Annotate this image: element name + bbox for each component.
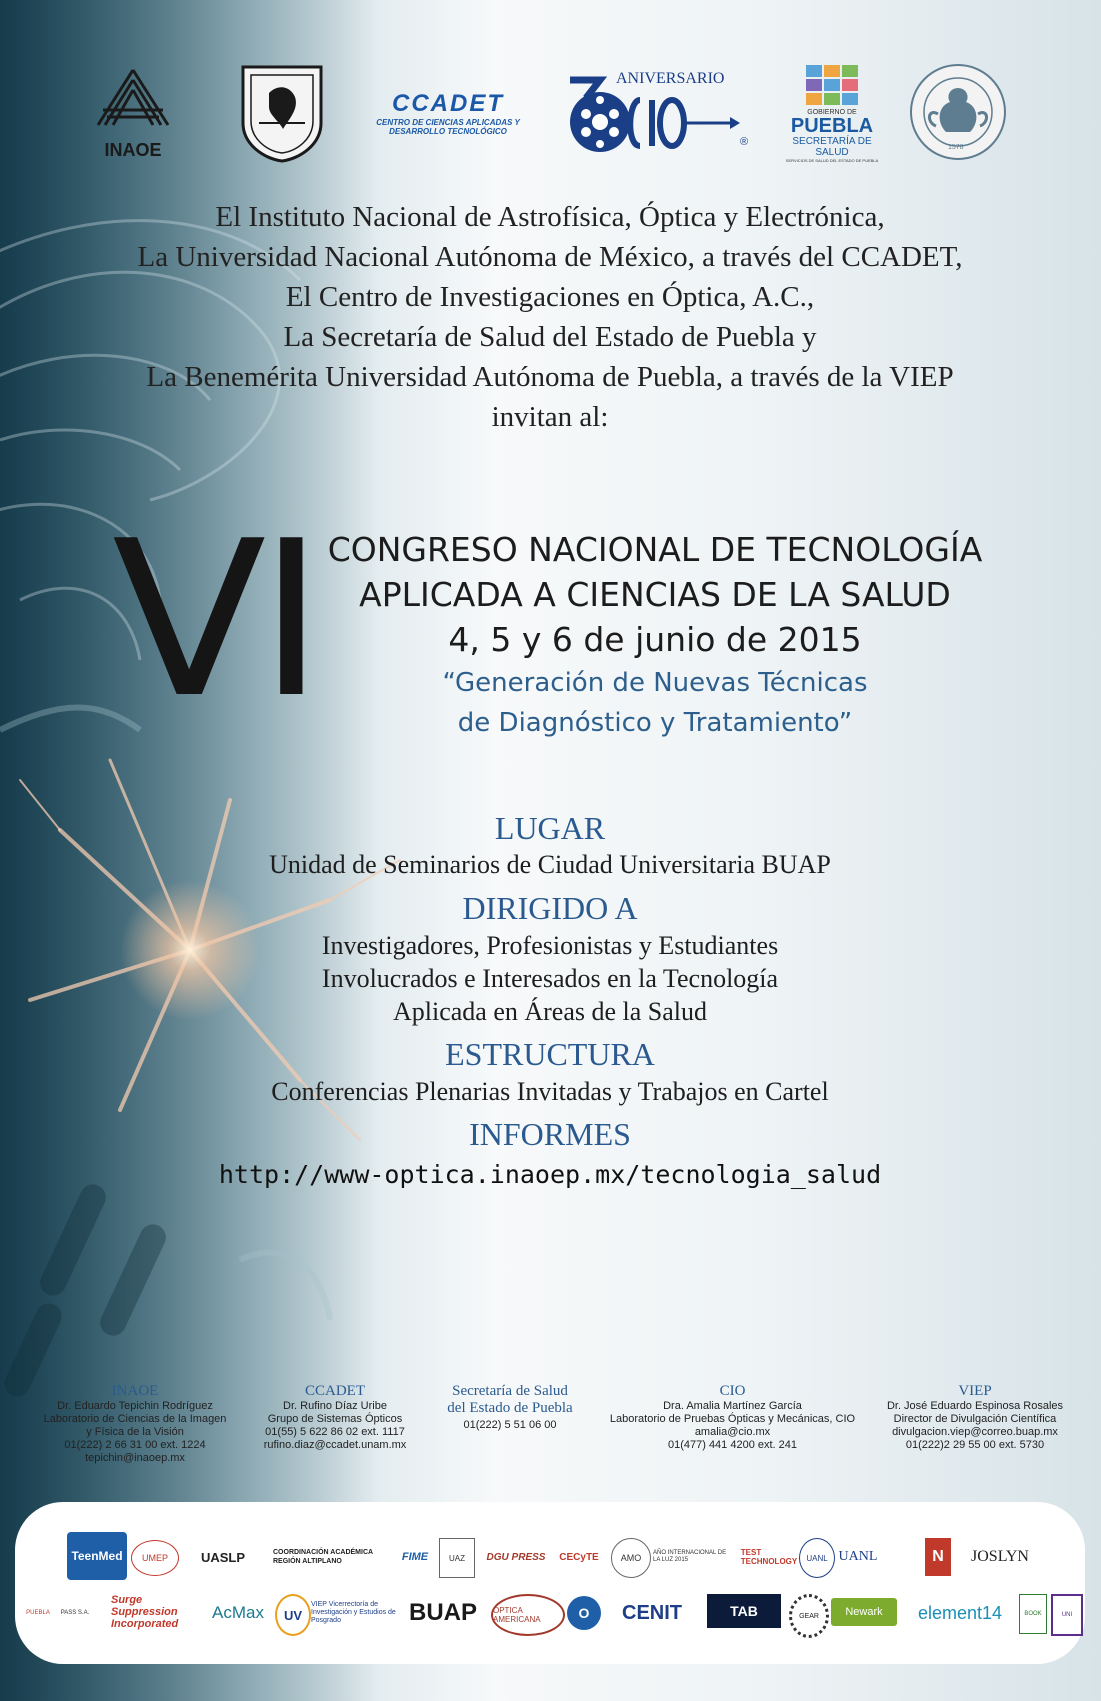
unam-logo bbox=[238, 62, 326, 164]
contact-org: Secretaría de Salud bbox=[452, 1383, 568, 1399]
contact-org: INAOE bbox=[111, 1383, 159, 1399]
sponsor-logo: BUAP bbox=[408, 1599, 477, 1626]
estructura-heading: ESTRUCTURA bbox=[445, 1036, 655, 1072]
contact-line: 01(55) 5 622 86 02 ext. 1117 bbox=[265, 1426, 405, 1438]
congress-dates: 4, 5 y 6 de junio de 2015 bbox=[448, 620, 862, 659]
sponsor-logo: TEST TECHNOLOGY bbox=[740, 1548, 798, 1566]
sponsor-logo: UNI bbox=[1051, 1594, 1083, 1636]
dirigido-text-line1: Investigadores, Profesionistas y Estudiantes bbox=[321, 931, 779, 960]
sponsor-logo: UAZ bbox=[439, 1538, 475, 1578]
invitation-line: invitan al: bbox=[491, 401, 609, 433]
congress-title-line1: CONGRESO NACIONAL DE TECNOLOGÍA bbox=[327, 530, 983, 569]
puebla-salud-logo: GOBIERNO DE PUEBLA SECRETARÍA DE SALUD SERVICIOS DE SALUD DEL ESTADO DE PUEBLA bbox=[782, 60, 882, 166]
sponsor-logo: CECyTE bbox=[559, 1551, 599, 1563]
unam-shield-icon bbox=[239, 63, 325, 163]
contact-line: Dra. Amalia Martínez García bbox=[663, 1400, 802, 1412]
informes-url-link[interactable]: http://www-optica.inaoep.mx/tecnologia_salud bbox=[218, 1160, 882, 1189]
contact-org: CCADET bbox=[305, 1383, 365, 1399]
invitation-line: La Universidad Nacional Autónoma de México, a través del CCADET, bbox=[137, 241, 963, 273]
sponsor-logo: GEAR bbox=[789, 1594, 829, 1638]
contact-line: Grupo de Sistemas Ópticos bbox=[267, 1413, 403, 1425]
sponsors-panel bbox=[15, 1502, 1085, 1664]
contact-line: Dr. Rufino Díaz Uribe bbox=[283, 1400, 387, 1412]
sponsor-logo: element14 bbox=[917, 1602, 1003, 1623]
contact-ccadet bbox=[250, 1383, 420, 1452]
sponsor-logo: O bbox=[567, 1596, 601, 1630]
sponsor-logo: PUEBLA bbox=[26, 1610, 50, 1616]
contact-line: y Física de la Visión bbox=[86, 1426, 184, 1438]
contact-line: Laboratorio de Ciencias de la Imagen bbox=[43, 1413, 227, 1425]
sponsor-logo: OPTICA AMERICANA bbox=[491, 1594, 565, 1636]
congress-slogan-line1: “Generación de Nuevas Técnicas bbox=[442, 668, 868, 698]
sponsor-logo: AMO bbox=[611, 1538, 651, 1578]
contact-line: Dr. José Eduardo Espinosa Rosales bbox=[886, 1400, 1064, 1412]
contact-line: Dr. Eduardo Tepichin Rodríguez bbox=[57, 1400, 213, 1412]
cio-35-aniversario-logo: ANIVERSARIO ® bbox=[560, 70, 760, 160]
sponsor-logo: VIEP Vicerrectoría de Investigación y Estudios de Posgrado bbox=[311, 1601, 396, 1624]
sponsor-logo: JOSLYN bbox=[971, 1548, 1029, 1565]
sponsor-logo: AcMax bbox=[212, 1603, 264, 1622]
inaoe-emblem-icon bbox=[93, 65, 173, 140]
sponsor-logo: COORDINACIÓN ACADÉMICA REGIÓN ALTIPLANO bbox=[273, 1549, 373, 1565]
contact-line: Director de Divulgación Científica bbox=[893, 1413, 1057, 1425]
contact-org-line2: del Estado de Puebla bbox=[447, 1400, 573, 1416]
congress-number: VI bbox=[112, 494, 317, 745]
sponsor-logo: CENIT bbox=[622, 1601, 682, 1624]
invitation-line: El Centro de Investigaciones en Óptica, A.C., bbox=[285, 281, 815, 313]
sponsor-logo: PASS S.A. bbox=[60, 1610, 90, 1616]
contact-org: CIO bbox=[719, 1383, 746, 1399]
sponsor-logo: FIME bbox=[401, 1551, 429, 1563]
sponsor-logo: DGU PRESS bbox=[486, 1551, 546, 1563]
sponsor-logo: TeenMed bbox=[67, 1532, 127, 1580]
invitation-line: La Secretaría de Salud del Estado de Puebla y bbox=[283, 321, 817, 353]
contact-line: 01(222)2 29 55 00 ext. 5730 bbox=[905, 1439, 1045, 1451]
sponsor-logo: UMEP bbox=[131, 1540, 179, 1576]
contact-inaoe bbox=[20, 1383, 250, 1465]
sponsor-logo: UANL bbox=[799, 1538, 835, 1578]
lugar-text: Unidad de Seminarios de Ciudad Universitaria BUAP bbox=[269, 850, 831, 879]
ccadet-logo: CCADET CENTRO DE CIENCIAS APLICADAS Y DESARROLLO TECNOLÓGICO bbox=[376, 90, 520, 136]
sponsor-logo: BOOK bbox=[1019, 1594, 1047, 1634]
contact-viep bbox=[870, 1383, 1080, 1452]
invitation-line: La Benemérita Universidad Autónoma de Puebla, a través de la VIEP bbox=[146, 361, 954, 393]
sponsor-logo: TAB bbox=[707, 1594, 781, 1628]
contact-cio bbox=[600, 1383, 865, 1452]
dirigido-text-line3: Aplicada en Áreas de la Salud bbox=[392, 997, 708, 1026]
sponsor-logo: UV bbox=[275, 1594, 311, 1636]
sponsor-logo: UANL bbox=[838, 1549, 878, 1564]
inaoe-logo: INAOE bbox=[88, 60, 178, 165]
informes-heading: INFORMES bbox=[469, 1116, 631, 1152]
congress-title-line2: APLICADA A CIENCIAS DE LA SALUD bbox=[359, 575, 951, 614]
sponsor-logo: Newark bbox=[831, 1598, 897, 1626]
dirigido-heading: DIRIGIDO A bbox=[462, 890, 638, 926]
estructura-text: Conferencias Plenarias Invitadas y Trabajos en Cartel bbox=[271, 1077, 829, 1106]
buap-seal: 1578 bbox=[908, 62, 1008, 162]
contact-line: amalia@cio.mx bbox=[694, 1426, 771, 1438]
sponsor-logo: UASLP bbox=[200, 1549, 246, 1565]
contact-line: divulgacion.viep@correo.buap.mx bbox=[892, 1426, 1058, 1438]
puebla-mosaic-icon bbox=[804, 63, 860, 109]
invitation-line: El Instituto Nacional de Astrofísica, Óptica y Electrónica, bbox=[215, 201, 885, 233]
contact-line: 01(222) 5 51 06 00 bbox=[463, 1419, 557, 1431]
congress-slogan-line2: de Diagnóstico y Tratamiento” bbox=[457, 708, 853, 738]
contact-line: 01(477) 441 4200 ext. 241 bbox=[667, 1439, 798, 1451]
lugar-heading: LUGAR bbox=[494, 810, 606, 846]
sponsor-logo: N bbox=[925, 1538, 951, 1576]
contact-secretaria-salud bbox=[425, 1383, 595, 1432]
contact-line: rufino.diaz@ccadet.unam.mx bbox=[263, 1439, 407, 1451]
contact-line: Laboratorio de Pruebas Ópticas y Mecánicas, CIO bbox=[609, 1413, 856, 1425]
contact-line: 01(222) 2 66 31 00 ext. 1224 bbox=[64, 1439, 206, 1451]
contact-org: VIEP bbox=[958, 1383, 992, 1399]
dirigido-text-line2: Involucrados e Interesados en la Tecnología bbox=[321, 964, 779, 993]
sponsor-logo: AÑO INTERNACIONAL DE LA LUZ 2015 bbox=[653, 1550, 727, 1563]
sponsor-logo: Surge Suppression Incorporated bbox=[111, 1594, 179, 1630]
contact-line: tepichin@inaoep.mx bbox=[85, 1452, 185, 1464]
